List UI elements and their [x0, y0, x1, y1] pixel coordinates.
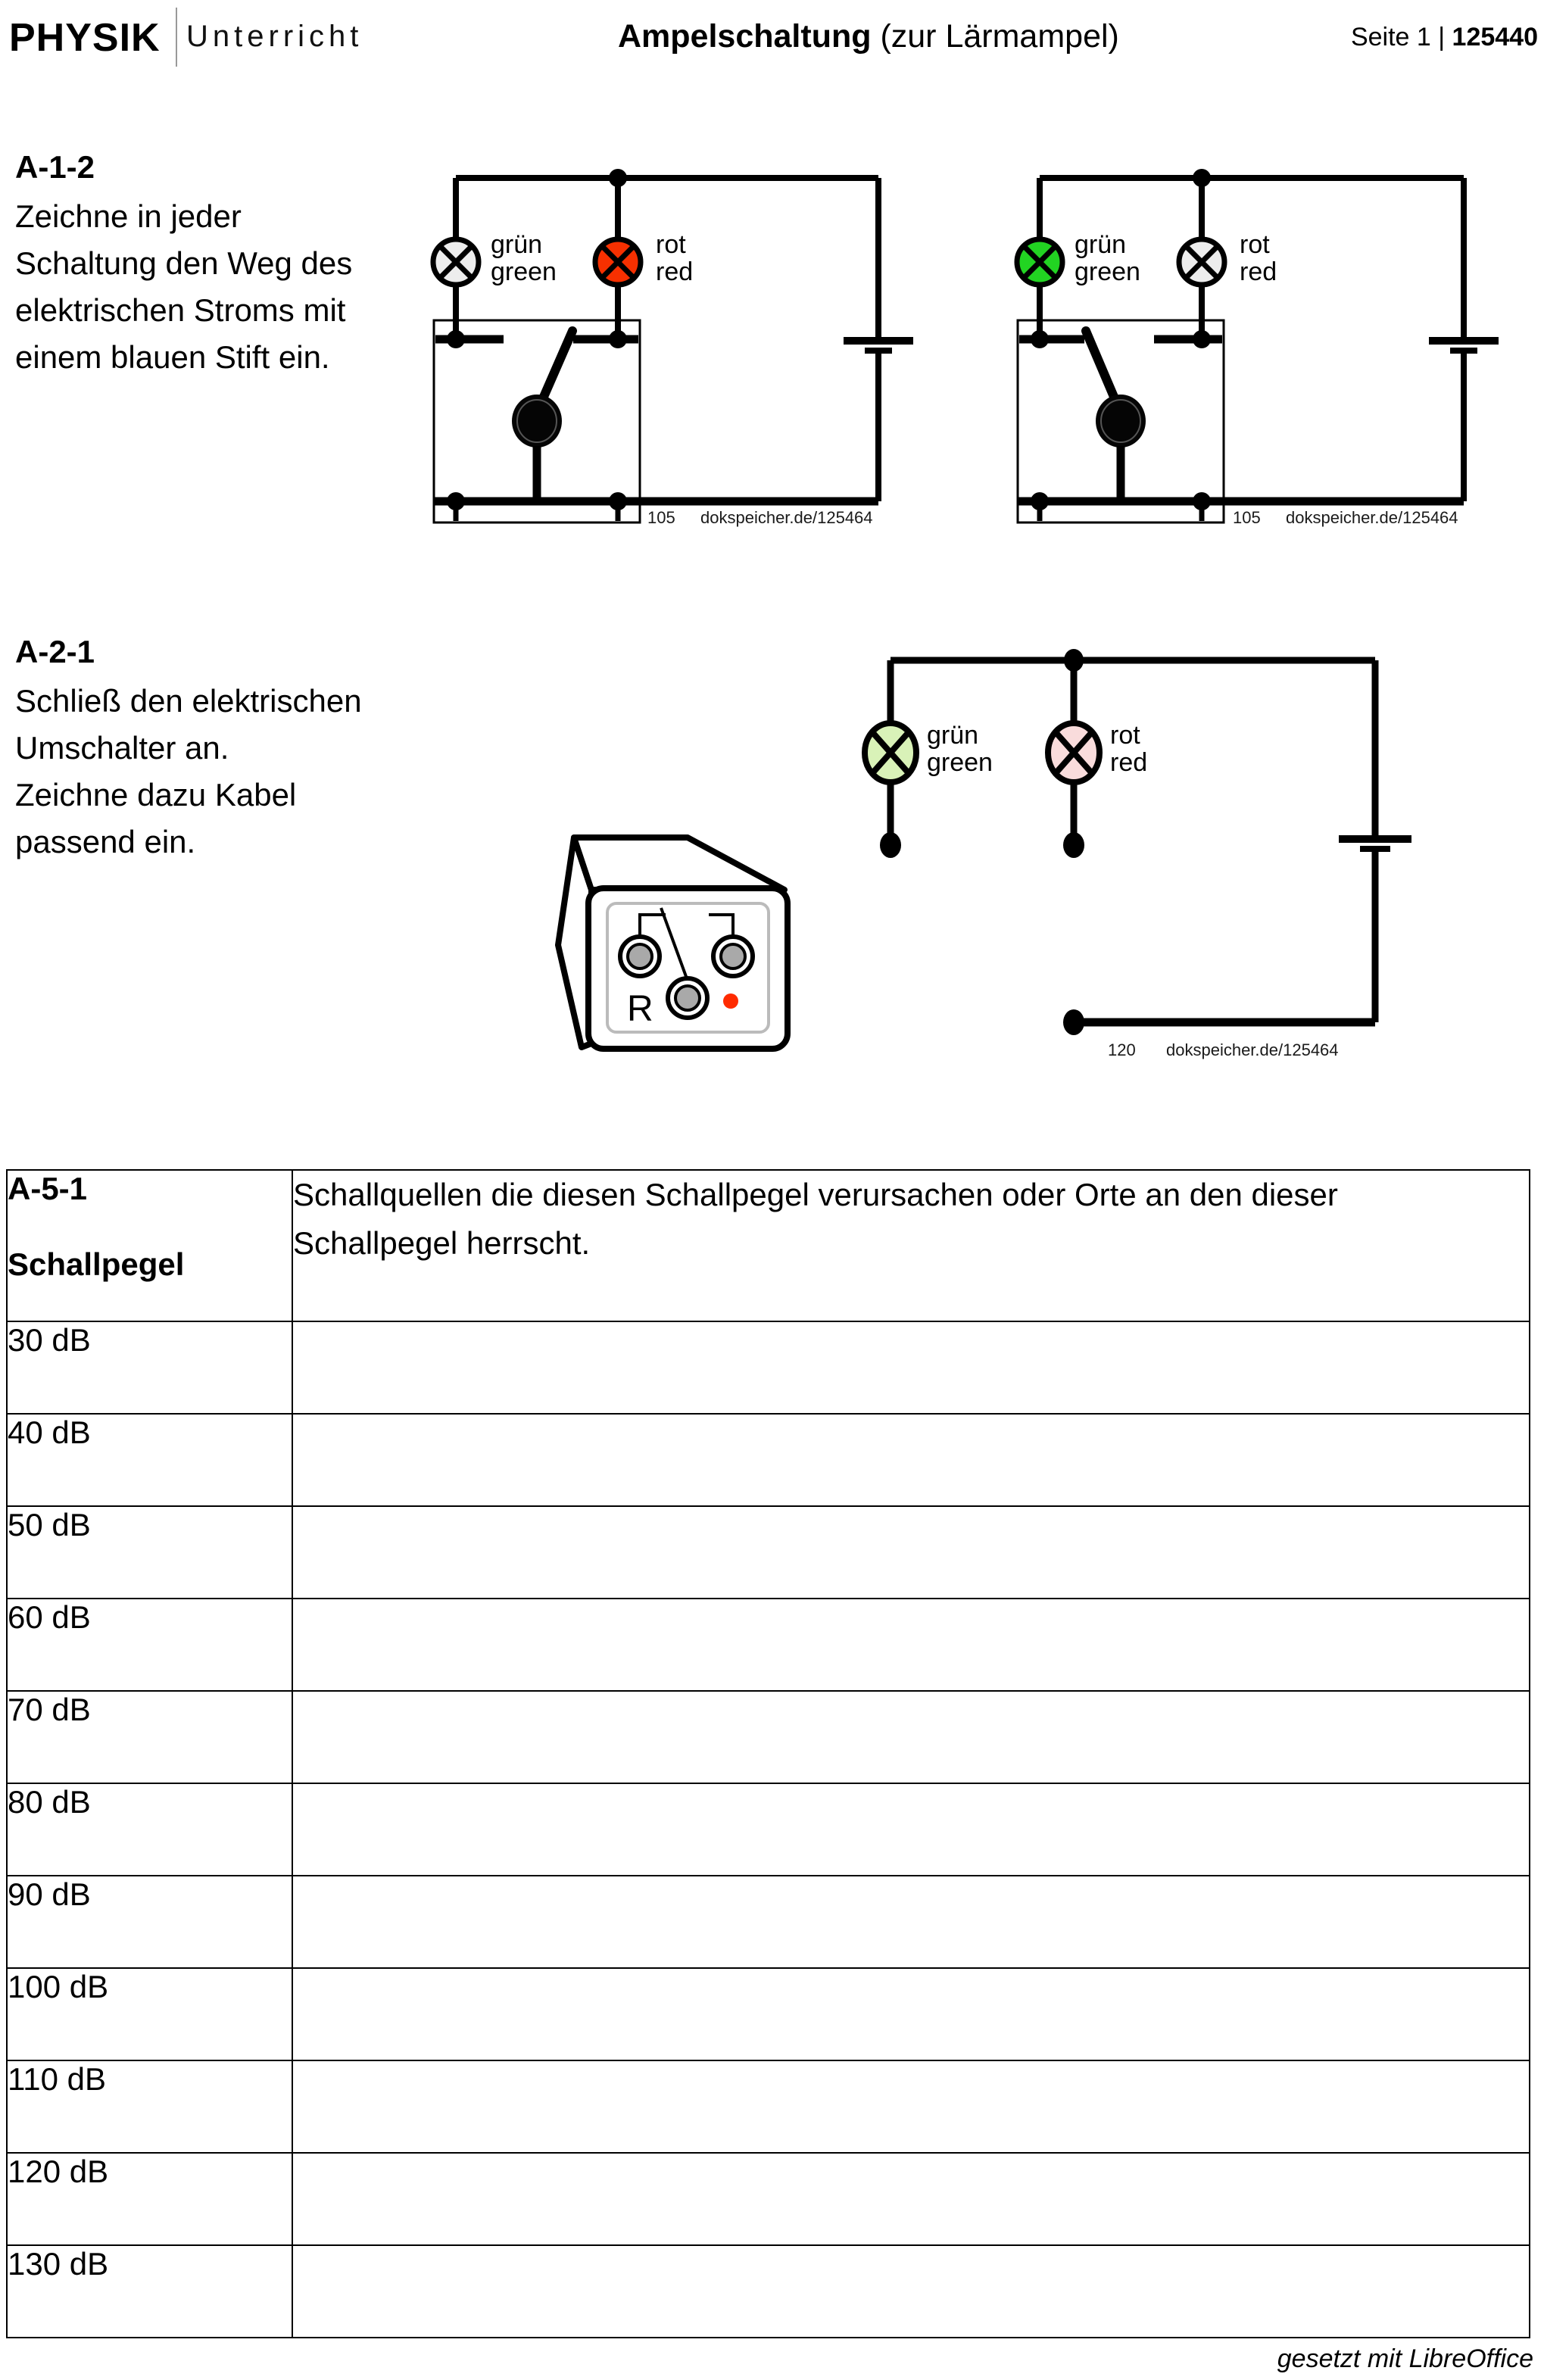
db-level-label: 130 dB	[7, 2245, 292, 2338]
page-title-bold: Ampelschaltung	[618, 18, 872, 55]
junction-dot	[1193, 169, 1211, 187]
db-level-label: 40 dB	[7, 1414, 292, 1506]
db-level-label: 30 dB	[7, 1321, 292, 1414]
lamp-label-rot: rot	[1110, 721, 1140, 750]
wires	[1018, 178, 1464, 501]
device-indicator-dot	[723, 993, 738, 1009]
db-level-label: 50 dB	[7, 1506, 292, 1599]
table-row	[7, 1321, 1530, 1414]
switch-knob	[512, 395, 562, 448]
answer-cell[interactable]	[292, 1321, 1530, 1414]
table-row	[7, 1414, 1530, 1506]
table-row	[7, 2153, 1530, 2245]
table-row	[7, 1968, 1530, 2060]
answer-cell[interactable]	[292, 1414, 1530, 1506]
table-row	[7, 1691, 1530, 1783]
schallpegel-table	[6, 1169, 1530, 2338]
table-row	[7, 1506, 1530, 1599]
lamp-label-rot: rot	[656, 230, 686, 259]
db-level-label: 90 dB	[7, 1876, 292, 1968]
table-description-line1: Schallquellen die diesen Schallpegel verursachen oder Orte an den dieser	[293, 1177, 1338, 1212]
terminal-dot-green	[880, 832, 901, 858]
task-a12-line2: Schaltung den Weg des	[15, 245, 353, 281]
answer-cell[interactable]	[292, 1691, 1530, 1783]
table-row	[7, 2060, 1530, 2153]
switch-knob	[1096, 395, 1146, 448]
table-row	[7, 1876, 1530, 1968]
db-level-label: 100 dB	[7, 1968, 292, 2060]
diagram3-source: dokspeicher.de/125464	[1166, 1040, 1339, 1059]
lamp-green-off	[433, 239, 479, 285]
answer-cell[interactable]	[292, 1876, 1530, 1968]
diagram2-source: dokspeicher.de/125464	[1286, 508, 1458, 527]
device-socket-left	[620, 937, 660, 976]
answer-cell[interactable]	[292, 2245, 1530, 2338]
table-row	[7, 1599, 1530, 1691]
table-header-row	[7, 1170, 1530, 1321]
device-label-r: R	[627, 989, 653, 1029]
table-subtitle: Schallpegel	[8, 1246, 185, 1282]
task-a21-line2: Umschalter an.	[15, 730, 229, 766]
page-label: Seite 1 |	[1350, 23, 1452, 51]
lamp-label-gruen: grün	[491, 230, 543, 259]
circuit-diagram-green-on	[1017, 169, 1499, 527]
table-header-left-cell	[7, 1170, 292, 1321]
lamp-label-red: red	[1240, 257, 1277, 286]
switch-lever	[544, 331, 572, 397]
battery-symbol	[1339, 839, 1411, 849]
device-top-face	[574, 838, 784, 890]
lamp-green-on	[1017, 239, 1062, 285]
db-level-label: 60 dB	[7, 1599, 292, 1691]
lamp-label-red: red	[656, 257, 694, 286]
device-socket-right	[713, 937, 753, 976]
page-title-rest: (zur Lärmampel)	[871, 18, 1119, 55]
db-level-label: 120 dB	[7, 2153, 292, 2245]
task-a12-id: A-1-2	[15, 149, 95, 185]
task-a21-line1: Schließ den elektrischen	[15, 683, 362, 719]
db-level-label: 110 dB	[7, 2060, 292, 2153]
answer-cell[interactable]	[292, 1968, 1530, 2060]
task-a12-line3: elektrischen Stroms mit	[15, 292, 346, 328]
db-level-label: 80 dB	[7, 1783, 292, 1876]
diagram1-source: dokspeicher.de/125464	[700, 508, 873, 527]
lamp-label-gruen: grün	[1075, 230, 1127, 259]
switch-device-illustration	[558, 838, 788, 1049]
diagram3-number: 120	[1108, 1040, 1136, 1059]
junction-dot	[609, 169, 627, 187]
footer-credit: gesetzt mit LibreOffice	[1277, 2344, 1533, 2373]
answer-cell[interactable]	[292, 1506, 1530, 1599]
task-a21-id: A-2-1	[15, 634, 95, 669]
answer-cell[interactable]	[292, 2153, 1530, 2245]
task-a21-line4: passend ein.	[15, 824, 196, 859]
page-number: 125440	[1452, 23, 1538, 51]
switch-box	[1018, 320, 1224, 522]
battery-symbol	[1429, 341, 1499, 351]
lamp-green-pale	[865, 723, 916, 782]
terminal-dot-red	[1063, 832, 1084, 858]
answer-cell[interactable]	[292, 2060, 1530, 2153]
device-socket-bottom	[668, 978, 707, 1018]
switch-lever	[1086, 331, 1114, 397]
answer-cell[interactable]	[292, 1599, 1530, 1691]
lamp-label-rot: rot	[1240, 230, 1270, 259]
table-description-line2: Schallpegel herrscht.	[293, 1225, 591, 1261]
answer-cell[interactable]	[292, 1783, 1530, 1876]
brand-logo-physik: PHYSIK	[9, 16, 161, 60]
table-row	[7, 1783, 1530, 1876]
table-header-description	[292, 1170, 1530, 1321]
wires	[891, 660, 1375, 1022]
lamp-red-pale	[1048, 723, 1100, 782]
junction-dot	[1064, 649, 1084, 672]
circuit-diagram-open	[865, 649, 1411, 1059]
diagram1-number: 105	[647, 508, 675, 527]
lamp-label-green: green	[491, 257, 557, 286]
db-level-label: 70 dB	[7, 1691, 292, 1783]
lamp-label-green: green	[927, 748, 993, 777]
diagram2-number: 105	[1233, 508, 1261, 527]
task-a12-line4: einem blauen Stift ein.	[15, 339, 330, 375]
lamp-label-green: green	[1075, 257, 1140, 286]
task-a12-line1: Zeichne in jeder	[15, 198, 242, 234]
circuit-diagrams	[0, 0, 1544, 1106]
terminal-dot-bottom	[1063, 1009, 1084, 1035]
lamp-red-off	[1179, 239, 1224, 285]
battery-symbol	[844, 341, 913, 351]
brand-logo-unterricht: Unterricht	[186, 20, 363, 53]
lamp-label-red: red	[1110, 748, 1148, 777]
lamp-red-on	[595, 239, 641, 285]
lamp-label-gruen: grün	[927, 721, 979, 750]
table-task-id: A-5-1	[8, 1171, 88, 1206]
table-row	[7, 2245, 1530, 2338]
switch-box	[434, 320, 640, 522]
task-a21-line3: Zeichne dazu Kabel	[15, 777, 297, 813]
circuit-diagram-red-on	[433, 169, 913, 527]
